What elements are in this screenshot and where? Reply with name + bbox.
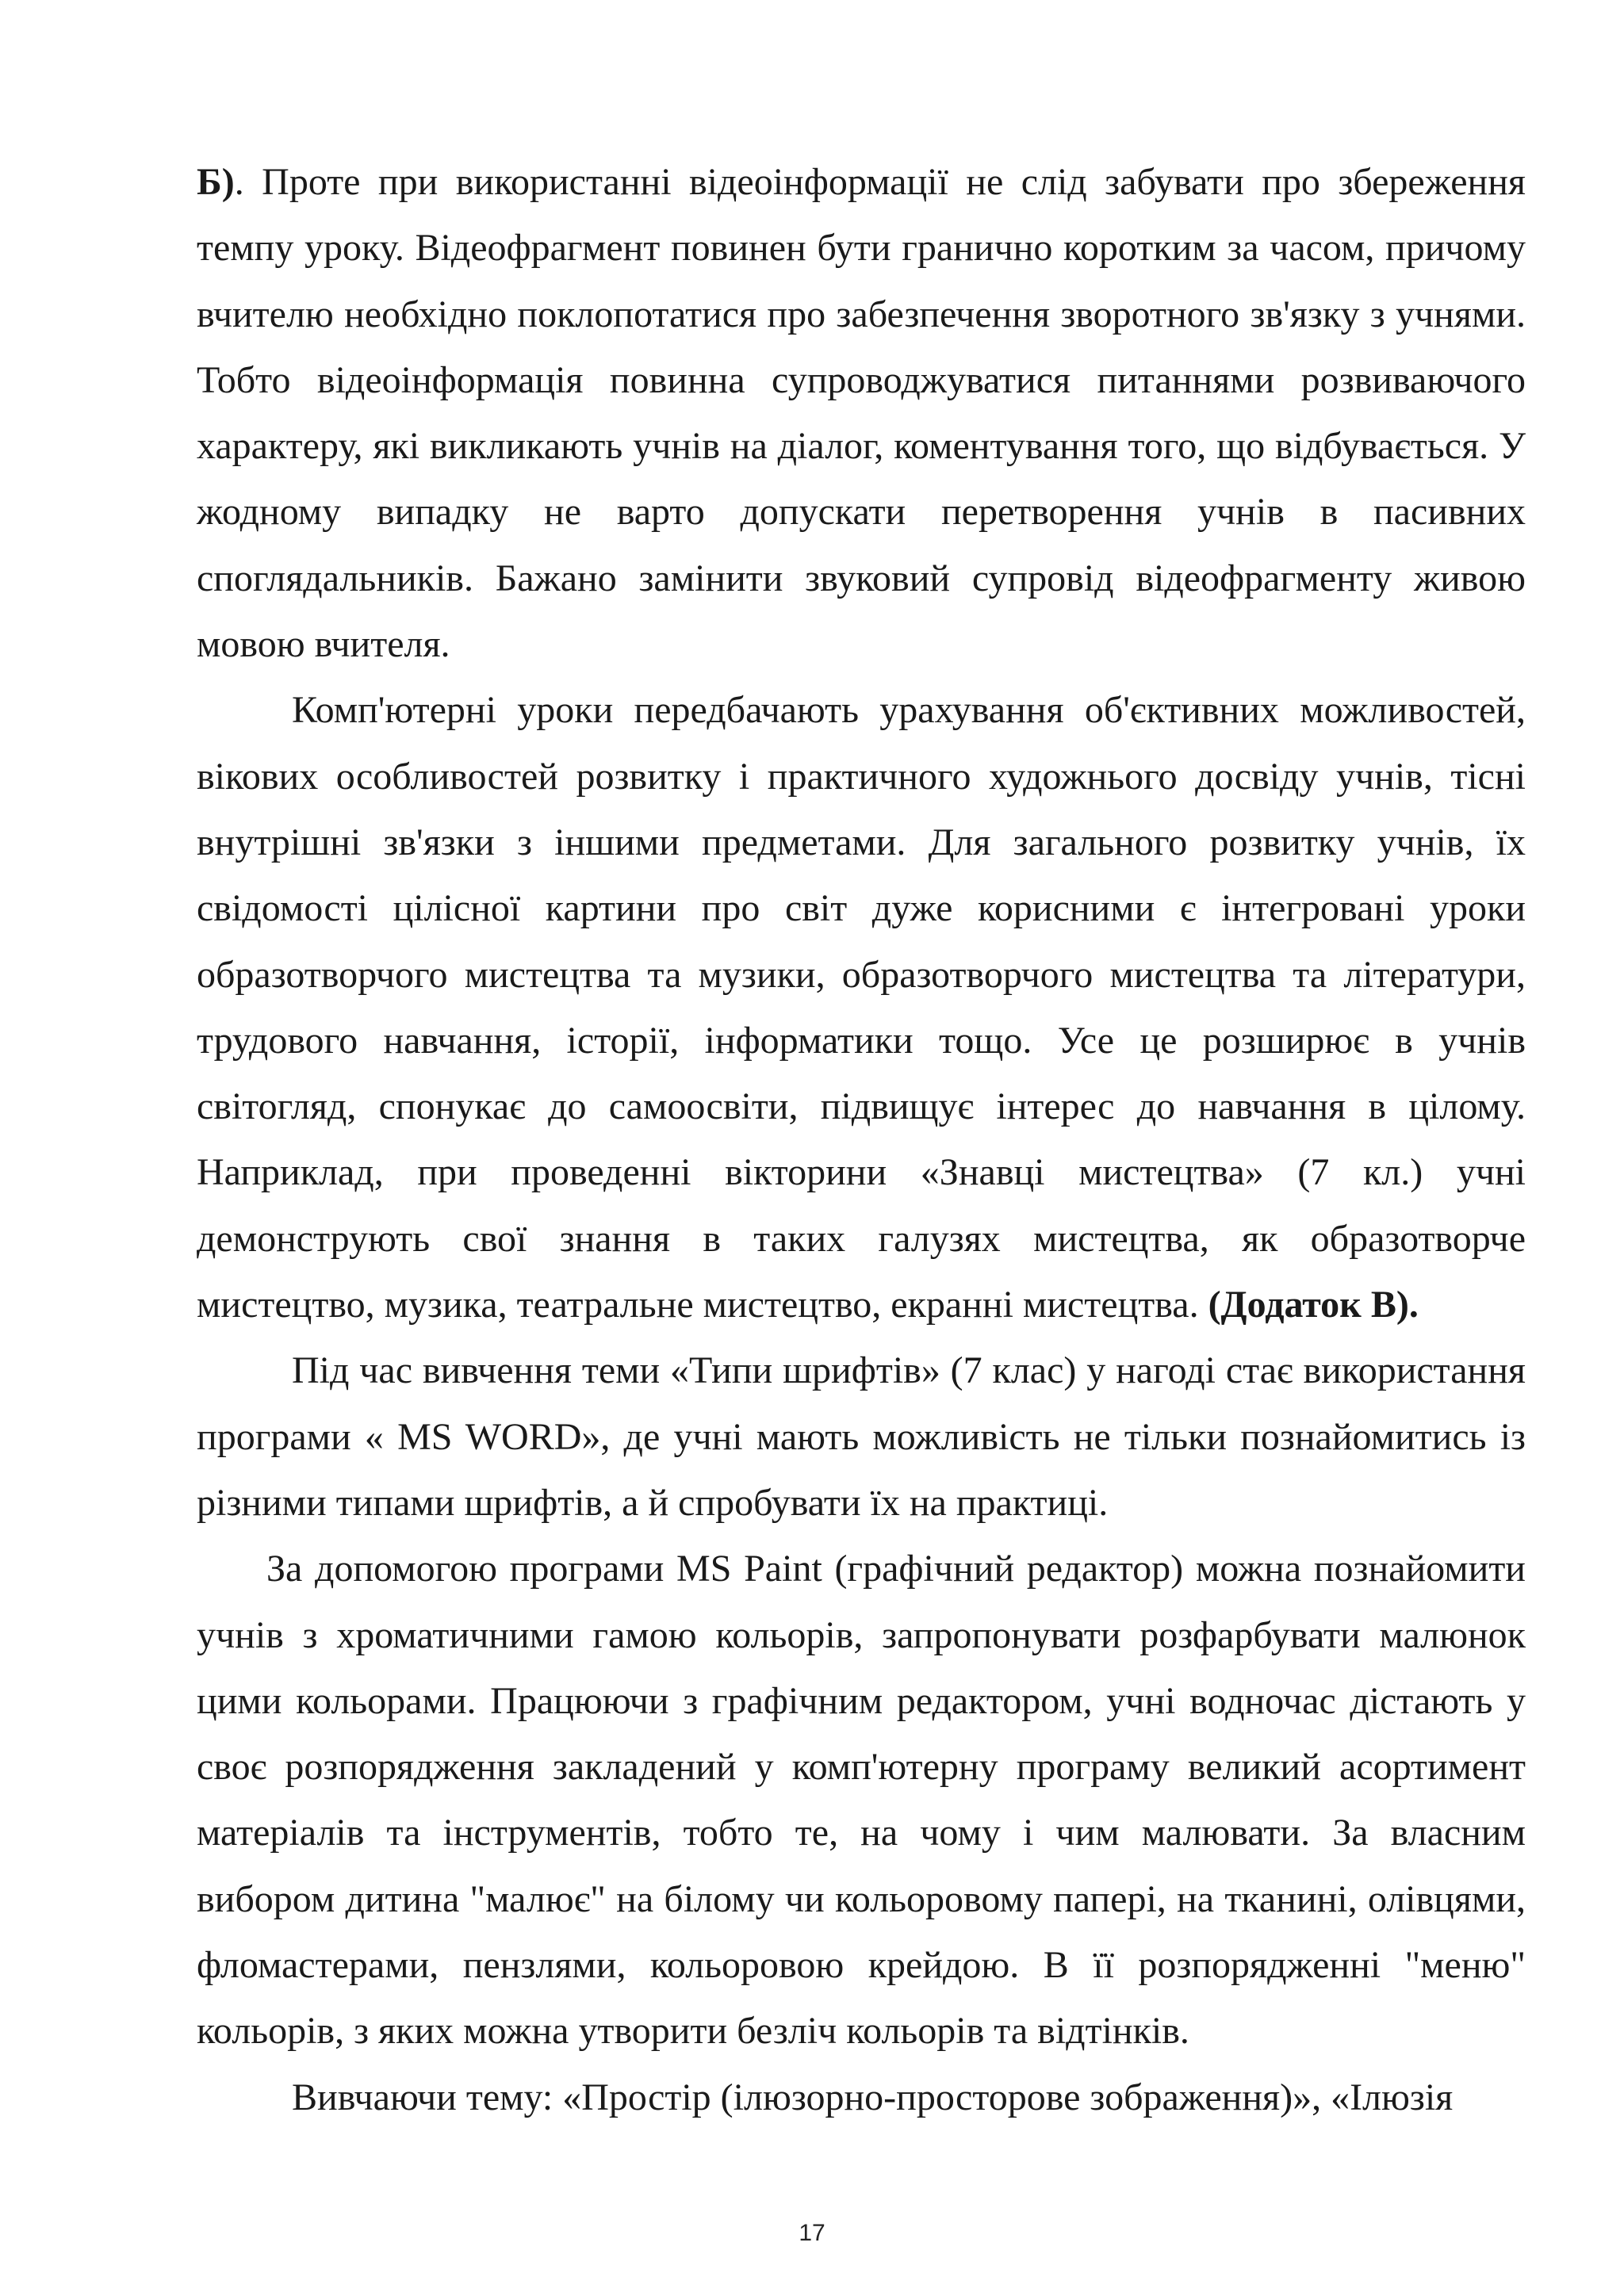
paragraph-text: Комп'ютерні уроки передбачають урахування об'єктивних можливостей, вікових особливостей розвитку і практичного художнього досвіду учнів, тісні внутрішні зв'язки з іншими предметами. Для загального розвитку учнів, їх свідомості цілісної картини про світ дуже корисними є інтегровані уроки образотворчого мистецтва та музики, образотворчого мистецтва та літератури, трудового навчання, історії, інформатики тощо. Усе це розширює в учнів світогляд, спонукає до самоосвіти, підвищує інтерес до навчання в цілому. Наприклад, при проведенні вікторини «Знавці мистецтва» (7 кл.) учні демонструють свої знання в таких галузях мистецтва, як образотворче мистецтво, музика, театральне мистецтво, екранні мистецтва. (197, 689, 1526, 1326)
paragraph-text: . Проте при використанні відеоінформації не слід забувати про збереження темпу уроку. Відеофрагмент повинен бути гранично коротким за часом, причому вчителю необхідно поклопотатися про забезпечення зворотного зв'язку з учнями. Тобто відеоінформація повинна супроводжуватися питаннями розвиваючого характеру, які викликають учнів на діалог, коментування того, що відбувається. У жодному випадку не варто допускати перетворення учнів в пасивних споглядальників. Бажано замінити звуковий супровід відеофрагменту живою мовою вчителя. (197, 161, 1526, 666)
paragraph (197, 1337, 1526, 1536)
paragraph-text: За допомогою програми MS Paint (графічний редактор) можна познайомити учнів з хроматичними гамою кольорів, запропонувати розфарбувати малюнок цими кольорами. Працюючи з графічним редактором, учні водночас дістають у своє розпорядження закладений у комп'ютерну програму великий асортимент матеріалів та інструментів, тобто те, на чому і чим малювати. За власним вибором дитина "малює" на білому чи кольоровому папері, на тканині, олівцями, фломастерами, пензлями, кольоровою крейдою. В її розпорядженні "меню" кольорів, з яких можна утворити безліч кольорів та відтінків. (197, 1548, 1526, 2053)
paragraph-text: Під час вивчення теми «Типи шрифтів» (7 клас) у нагоді стає використання програми « MS WORD», де учні мають можливість не тільки познайомитись із різними типами шрифтів, а й спробувати їх на практиці. (197, 1349, 1526, 1524)
paragraph-text: Вивчаючи тему: «Простір (ілюзорно-просторове зображення)», «Ілюзія (292, 2076, 1454, 2118)
paragraph (197, 2064, 1526, 2130)
paragraph (197, 1536, 1526, 2064)
appendix-reference: (Додаток В). (1208, 1284, 1419, 1326)
paragraph (197, 677, 1526, 1337)
paragraph-lead-bold: Б) (197, 161, 235, 203)
page-number: 17 (799, 2220, 825, 2246)
paragraph (197, 149, 1526, 677)
body-text (197, 149, 1526, 2130)
